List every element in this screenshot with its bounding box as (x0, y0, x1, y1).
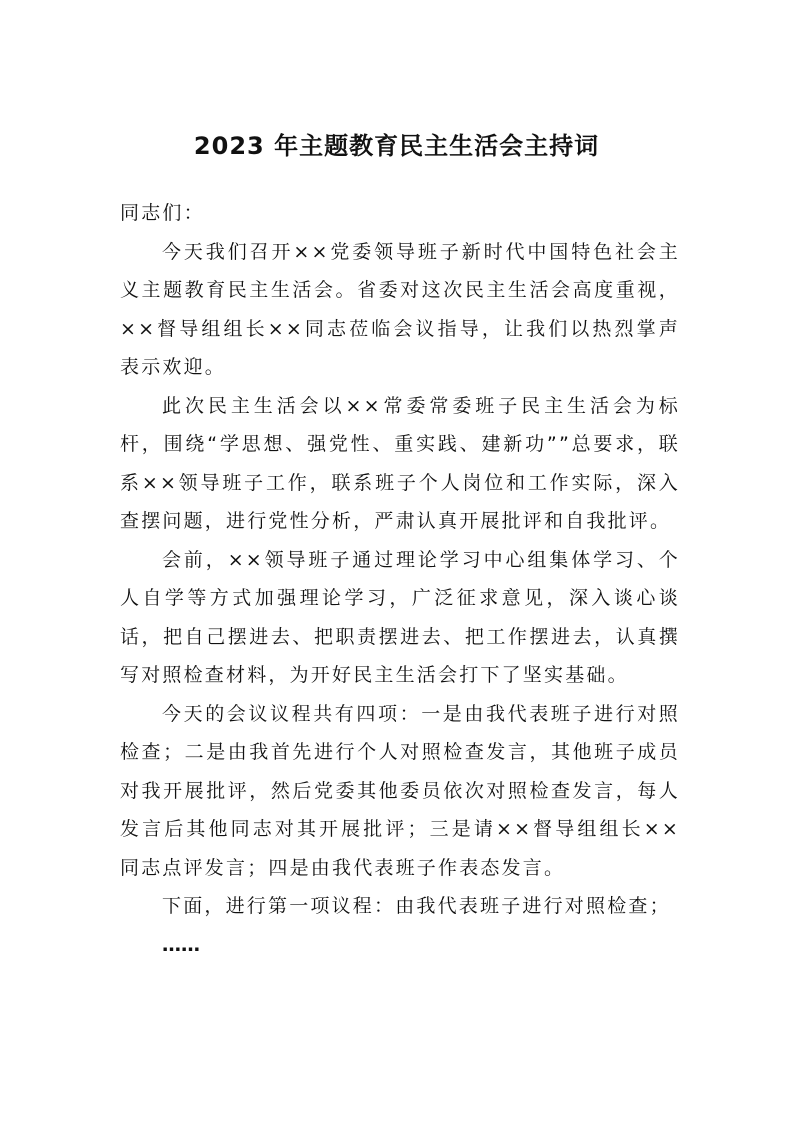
paragraph-preparation: 会前，××领导班子通过理论学习中心组集体学习、个人自学等方式加强理论学习，广泛征求意见，深入谈心谈话，把自己摆进去、把职责摆进去、把工作摆进去，认真撰写对照检查材料，为开好民主生活会打下了坚实基础。 (120, 548, 680, 686)
paragraph-first-item: 下面，进行第一项议程：由我代表班子进行对照检查； (162, 895, 671, 917)
ellipsis: …… (162, 933, 200, 956)
paragraph-requirements: 此次民主生活会以××常委常委班子民主生活会为标杆，围绕“学思想、强党性、重实践、建新功””总要求，联系××领导班子工作，联系班子个人岗位和工作实际，深入查摆问题，进行党性分析，严肃认真开展批评和自我批评。 (120, 394, 680, 532)
paragraph-opening: 今天我们召开××党委领导班子新时代中国特色社会主义主题教育民主生活会。省委对这次民主生活会高度重视，××督导组组长××同志莅临会议指导，让我们以热烈掌声表示欢迎。 (120, 240, 680, 378)
document-title: 2023 年主题教育民主生活会主持词 (193, 132, 600, 160)
paragraph-agenda: 今天的会议议程共有四项：一是由我代表班子进行对照检查；二是由我首先进行个人对照检查发言，其他班子成员对我开展批评，然后党委其他委员依次对照检查发言，每人发言后其他同志对其开展批评；三是请××督导组组长××同志点评发言；四是由我代表班子作表态发言。 (120, 702, 680, 879)
salutation: 同志们： (120, 202, 205, 224)
document-body (120, 194, 680, 964)
